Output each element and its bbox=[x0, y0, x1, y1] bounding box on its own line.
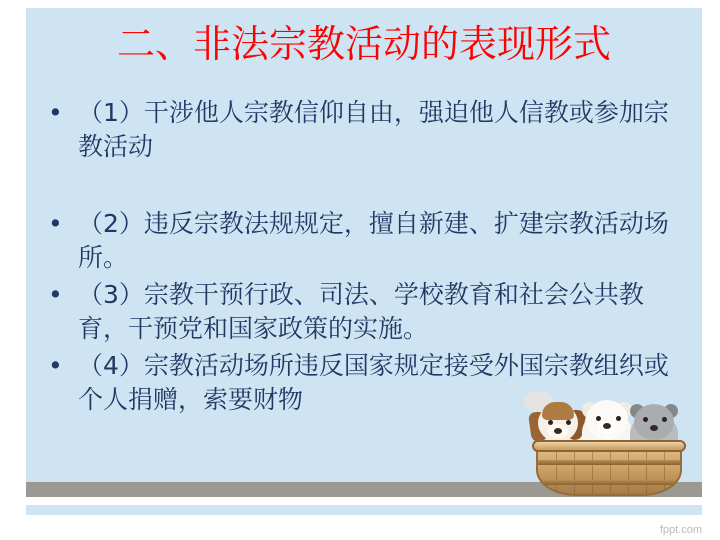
tub-hoop bbox=[538, 460, 680, 465]
white-dog-left-eye bbox=[596, 416, 601, 421]
beagle-head-patch bbox=[542, 402, 574, 420]
beagle-nose bbox=[554, 428, 562, 434]
tub-stave bbox=[574, 446, 575, 496]
list-item-text: （1）干涉他人宗教信仰自由，强迫他人信教或参加宗教活动 bbox=[78, 98, 669, 161]
tub-stave bbox=[628, 446, 629, 496]
schnauzer-nose bbox=[650, 425, 658, 431]
list-item bbox=[48, 207, 688, 274]
tub-stave bbox=[664, 446, 665, 496]
tub-stave bbox=[646, 446, 647, 496]
schnauzer-head bbox=[634, 404, 674, 440]
tub-rim bbox=[532, 440, 686, 452]
beagle-right-eye bbox=[566, 420, 571, 425]
list-item bbox=[48, 278, 688, 345]
bullet-marker-icon: • bbox=[48, 351, 63, 380]
white-dog-nose bbox=[603, 423, 611, 429]
bullet-marker-icon: • bbox=[48, 209, 63, 238]
beagle-left-eye bbox=[548, 420, 553, 425]
slide-frame-left bbox=[0, 0, 26, 540]
bullet-marker-icon: • bbox=[48, 98, 63, 127]
slide-frame-right bbox=[702, 0, 720, 540]
decorative-blue-band bbox=[0, 505, 720, 515]
decorative-bottom-band bbox=[0, 515, 720, 540]
list-item-text: （2）违反宗教法规规定，擅自新建、扩建宗教活动场所。 bbox=[78, 209, 669, 272]
schnauzer-right-eye bbox=[662, 417, 667, 422]
watermark-text: fppt.com bbox=[659, 524, 702, 536]
tub-stave bbox=[556, 446, 557, 496]
white-dog-right-eye bbox=[616, 416, 621, 421]
slide-frame-top bbox=[0, 0, 720, 8]
puppies-in-tub-image bbox=[524, 392, 692, 500]
slide-body-list bbox=[48, 96, 688, 416]
slide-title: 二、非法宗教活动的表现形式 bbox=[116, 22, 611, 66]
tub-hoop bbox=[538, 480, 680, 485]
list-item-text: （3）宗教干预行政、司法、学校教育和社会公共教育，干预党和国家政策的实施。 bbox=[78, 280, 644, 343]
list-item-text: （4）宗教活动场所违反国家规定接受外国宗教组织或个人捐赠，索要财物 bbox=[78, 351, 669, 414]
list-item bbox=[48, 96, 688, 163]
paragraph-spacer bbox=[48, 163, 688, 207]
bullet-marker-icon: • bbox=[48, 280, 63, 309]
tub-stave bbox=[592, 446, 593, 496]
schnauzer-left-eye bbox=[643, 417, 648, 422]
tub-stave bbox=[610, 446, 611, 496]
